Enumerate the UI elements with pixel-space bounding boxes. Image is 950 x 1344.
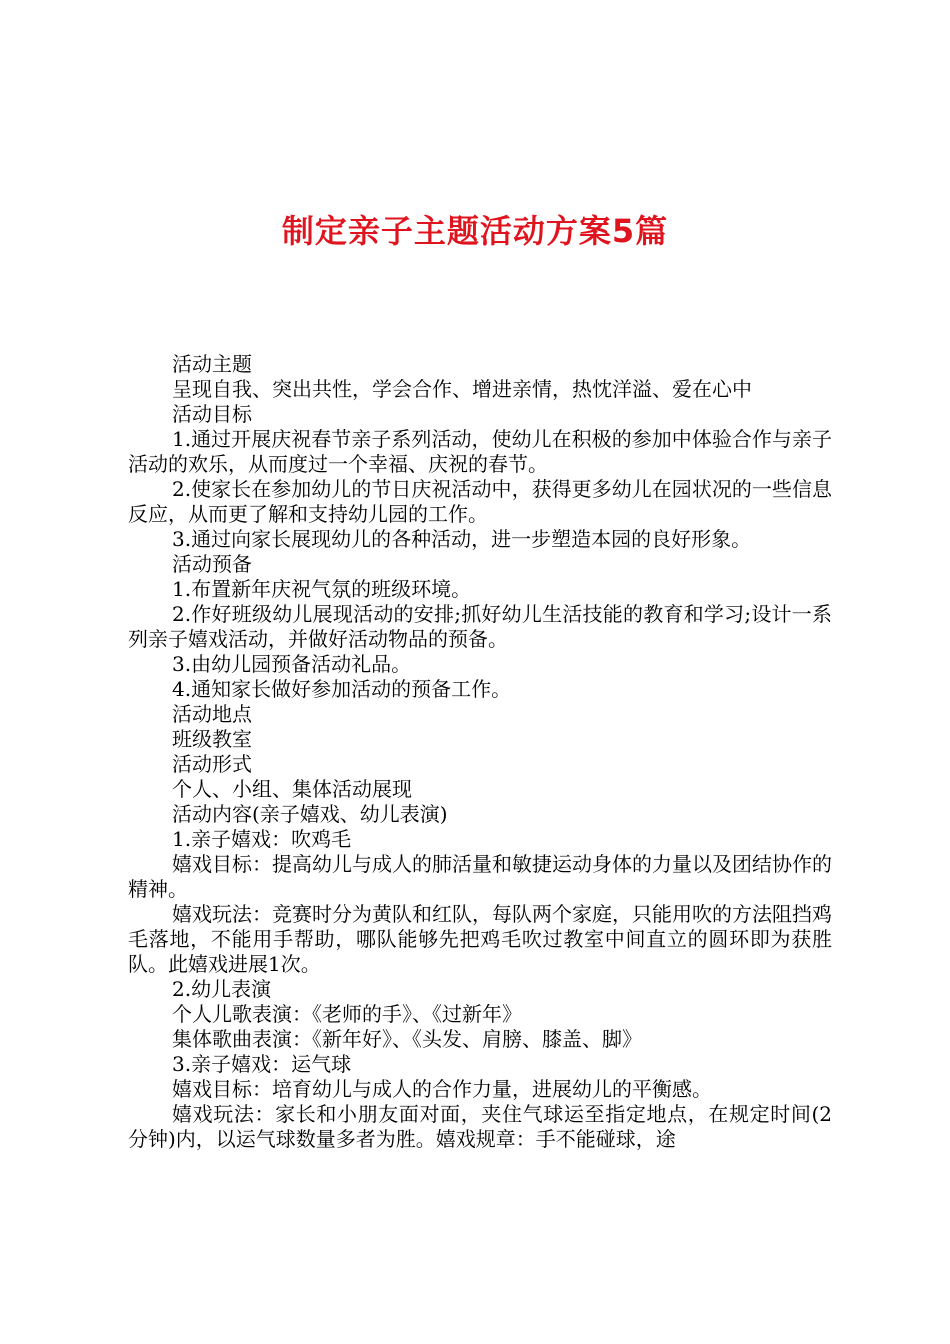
paragraph-game-3-rules: 嬉戏玩法：家长和小朋友面对面，夹住气球运至指定地点，在规定时间(2分钟)内，以运气球数量多者为胜。嬉戏规章：手不能碰球，途 (128, 1102, 832, 1151)
paragraph-performance-group: 集体歌曲表演：《新年好》、《头发、肩膀、膝盖、脚》 (172, 1027, 642, 1051)
paragraph-game-3-title: 3.亲子嬉戏：运气球 (172, 1052, 352, 1076)
paragraph-performance-title: 2.幼儿表演 (172, 977, 272, 1001)
paragraph-preparation-3: 3.由幼儿园预备活动礼品。 (172, 652, 412, 676)
paragraph-activity-theme-heading: 活动主题 (172, 352, 252, 376)
paragraph-game-1-goal: 嬉戏目标：提高幼儿与成人的肺活量和敏捷运动身体的力量以及团结协作的精神。 (128, 852, 832, 901)
document-body (128, 352, 832, 1152)
paragraph-preparation-heading: 活动预备 (172, 552, 252, 576)
paragraph-location-heading: 活动地点 (172, 702, 252, 726)
paragraph-game-3-goal: 嬉戏目标：培育幼儿与成人的合作力量，进展幼儿的平衡感。 (172, 1077, 712, 1101)
paragraph-format-heading: 活动形式 (172, 752, 252, 776)
paragraph-content-heading: 活动内容(亲子嬉戏、幼儿表演) (172, 802, 448, 826)
paragraph-game-1-rules: 嬉戏玩法：竞赛时分为黄队和红队，每队两个家庭，只能用吹的方法阻挡鸡毛落地，不能用手帮助，哪队能够先把鸡毛吹过教室中间直立的圆环即为获胜队。此嬉戏进展1次。 (128, 902, 832, 976)
paragraph-game-1-title: 1.亲子嬉戏：吹鸡毛 (172, 827, 352, 851)
paragraph-location: 班级教室 (172, 727, 252, 751)
paragraph-preparation-1: 1.布置新年庆祝气氛的班级环境。 (172, 577, 472, 601)
paragraph-goal-2: 2.使家长在参加幼儿的节日庆祝活动中，获得更多幼儿在园状况的一些信息反应，从而更了解和支持幼儿园的工作。 (128, 477, 832, 526)
paragraph-activity-goals-heading: 活动目标 (172, 402, 252, 426)
paragraph-goal-1: 1.通过开展庆祝春节亲子系列活动，使幼儿在积极的参加中体验合作与亲子活动的欢乐，从而度过一个幸福、庆祝的春节。 (128, 427, 832, 476)
paragraph-performance-individual: 个人儿歌表演：《老师的手》、《过新年》 (172, 1002, 522, 1026)
document-title: 制定亲子主题活动方案5篇 (281, 212, 669, 250)
paragraph-preparation-2: 2.作好班级幼儿展现活动的安排;抓好幼儿生活技能的教育和学习;设计一系列亲子嬉戏活动，并做好活动物品的预备。 (128, 602, 832, 651)
paragraph-format: 个人、小组、集体活动展现 (172, 777, 412, 801)
paragraph-preparation-4: 4.通知家长做好参加活动的预备工作。 (172, 677, 512, 701)
paragraph-activity-theme: 呈现自我、突出共性，学会合作、增进亲情，热忱洋溢、爱在心中 (172, 377, 752, 401)
paragraph-goal-3: 3.通过向家长展现幼儿的各种活动，进一步塑造本园的良好形象。 (172, 527, 752, 551)
